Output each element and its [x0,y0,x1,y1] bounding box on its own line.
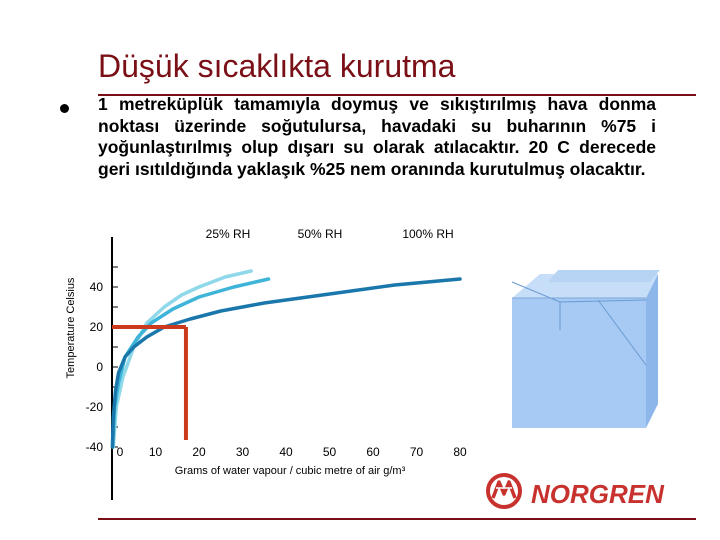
slide-title: Düşük sıcaklıkta kurutma [98,48,456,84]
x-tick-label: 60 [366,445,380,459]
x-tick-label: 10 [148,445,163,459]
bullet-text: 1 metreküplük tamamıyla doymuş ve sıkıştırılmış hava donma noktası üzerinde soğutulursa, havadaki su buharının %75 i yoğunlaştırılmış olup dışarı su olarak atılacaktır. 20 C derecede geri ısıtıldığında yaklaşık %25 nem oranında kurutulmuş olacaktır. [98,94,656,179]
x-tick-label: 80 [453,445,467,459]
x-tick-label: 0 [116,445,124,459]
x-tick-label: 30 [235,445,250,459]
x-axis-title: Grams of water vapour / cubic metre of air g/m³ [174,465,406,477]
series-legend-label: 50% RH [297,227,343,241]
series-line-1 [113,271,251,447]
cube-front-face [512,298,646,428]
chart-curves [112,271,460,447]
x-tick-label: 40 [279,445,293,459]
y-tick-label: 0 [96,360,103,374]
x-tick-label: 70 [409,445,424,459]
chart-axes [112,237,118,500]
x-tick-label: 20 [192,445,206,459]
series-line-2 [113,279,269,447]
series-legend-label: 100% RH [402,227,454,241]
y-tick-label: 40 [89,280,103,294]
footer-divider [98,518,696,520]
cube-water-surface [548,270,660,282]
y-tick-label: 20 [89,320,103,334]
y-axis-title: Temperature Celsius [65,277,77,379]
chart-labels [65,227,467,477]
logo-text: NORGREN [531,479,664,509]
x-tick-label: 50 [322,445,337,459]
air-cube-illustration [500,270,670,440]
series-line-3 [112,279,460,447]
norgren-emblem-icon [488,475,520,507]
cube-side-face [646,274,658,428]
y-tick-label: -20 [85,400,103,414]
norgren-logo [485,470,697,516]
y-tick-label: -40 [85,440,103,454]
series-legend-label: 25% RH [205,227,251,241]
